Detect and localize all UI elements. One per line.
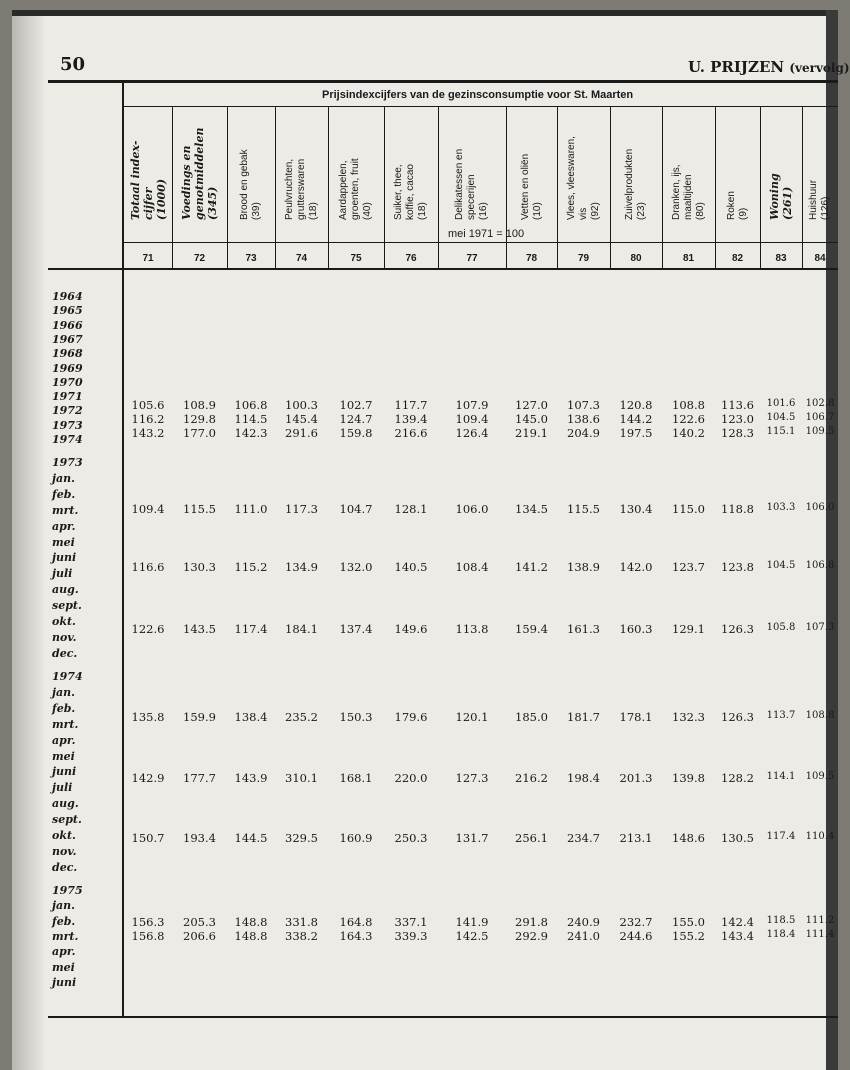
column-header (520, 154, 544, 220)
row-label: feb. (52, 701, 76, 715)
row-label: 1973 (52, 418, 83, 432)
table-cell: 244.6 (619, 929, 653, 943)
column-header-line: groenten, fruit (350, 158, 361, 220)
table-cell: 205.3 (183, 915, 216, 929)
table-cell: 126.4 (455, 426, 489, 440)
table-cell: 115.2 (234, 560, 268, 574)
table-cell: 213.1 (619, 831, 653, 845)
column-header (726, 191, 750, 220)
column-divider (662, 107, 663, 269)
column-header-line: (39) (251, 202, 262, 220)
table-cell: 104.7 (339, 502, 373, 516)
table-cell: 232.7 (619, 915, 653, 929)
table-cell: 104.5 (766, 560, 796, 571)
table-cell: 117.4 (234, 622, 268, 636)
column-divider (506, 107, 507, 269)
table-cell: 132.0 (339, 560, 373, 574)
table-cell: 193.4 (183, 831, 216, 845)
table-cell: 145.4 (285, 412, 318, 426)
table-cell: 106.0 (805, 502, 835, 513)
column-divider (384, 107, 385, 269)
row-label: 1967 (52, 332, 83, 346)
column-header-line: Vlees, vleeswaren, (565, 136, 577, 220)
column-header-line: (1000) (154, 178, 168, 220)
column-header-line: grutterswaren (295, 158, 307, 220)
table-cell: 103.3 (766, 502, 796, 513)
table-cell: 143.5 (183, 622, 216, 636)
table-cell: 107.3 (805, 622, 835, 633)
table-cell: 108.4 (455, 560, 489, 574)
table-cell: 159.4 (515, 622, 548, 636)
row-label: aug. (52, 797, 79, 811)
column-header-line: maaltijden (682, 174, 694, 220)
table-cell: 184.1 (285, 622, 318, 636)
table-cell: 142.5 (455, 929, 489, 943)
column-divider (715, 107, 716, 269)
page-right-edge (826, 10, 838, 1070)
row-label: juli (52, 781, 73, 795)
column-divider (328, 107, 329, 269)
table-cell: 329.5 (285, 831, 318, 845)
column-header-line: (23) (636, 202, 647, 220)
column-header-line: (261) (781, 186, 794, 220)
row-label: aug. (52, 583, 79, 597)
column-number: 76 (405, 253, 417, 264)
table-cell: 150.7 (131, 831, 165, 845)
column-header-line: Voedings en (180, 145, 193, 220)
column-header-line: Zuivelprodukten (624, 148, 635, 220)
table-cell: 234.7 (567, 831, 600, 845)
table-cell: 144.5 (234, 831, 268, 845)
section-title-suffix: (vervolg) (789, 61, 850, 75)
column-header-line: Suiker, thee, (393, 164, 404, 220)
table-cell: 198.4 (567, 771, 600, 785)
table-group-header: Prijsindexcijfers van de gezinsconsumptie voor St. Maarten (322, 89, 634, 101)
table-cell: 250.3 (394, 831, 428, 845)
table-cell: 117.4 (766, 831, 796, 842)
row-label: okt. (52, 829, 76, 842)
column-divider (610, 107, 611, 269)
column-header (129, 141, 168, 220)
column-number: 73 (245, 253, 257, 264)
table-cell: 127.3 (455, 771, 489, 785)
table-cell: 102.8 (805, 398, 835, 409)
column-header-line: (9) (737, 207, 749, 220)
stub-divider (122, 83, 124, 1017)
table-cell: 115.0 (672, 502, 705, 516)
table-cell: 206.6 (183, 929, 216, 943)
table-cell: 139.4 (394, 412, 428, 426)
base-note-rule (124, 242, 838, 243)
table-cell: 131.7 (455, 831, 489, 845)
table-cell: 155.2 (672, 929, 705, 943)
row-label: juni (52, 975, 77, 989)
column-divider (557, 107, 558, 269)
column-header-line: Dranken, ijs, (670, 164, 682, 220)
row-label: 1965 (52, 304, 83, 318)
column-header-line: (40) (362, 202, 373, 220)
table-cell: 120.8 (619, 398, 653, 412)
column-number: 83 (775, 253, 787, 264)
column-header-line: (126) (820, 196, 831, 220)
table-cell: 113.8 (455, 622, 489, 636)
table-cell: 123.0 (721, 412, 754, 426)
table-cell: 122.6 (672, 412, 705, 426)
table-cell: 106.7 (805, 412, 835, 423)
table-cell: 149.6 (394, 622, 428, 636)
row-label: mei (52, 749, 75, 763)
row-label: 1973 (52, 456, 83, 469)
column-header (284, 159, 320, 220)
column-number: 71 (142, 253, 154, 264)
column-header-line: Brood en gebak (239, 149, 250, 220)
table-cell: 126.3 (721, 622, 754, 636)
table-cell: 148.8 (234, 929, 268, 943)
page-top-edge (12, 10, 838, 16)
row-label: mrt. (52, 929, 79, 943)
row-label: 1972 (52, 404, 83, 418)
column-number: 77 (466, 253, 478, 264)
table-cell: 141.9 (455, 915, 489, 929)
column-header-line: (16) (478, 202, 489, 220)
section-title (688, 58, 850, 76)
table-cell: 160.3 (619, 622, 653, 636)
column-divider (760, 107, 761, 269)
table-cell: 197.5 (619, 426, 653, 440)
row-label: 1966 (52, 318, 83, 332)
table-cell: 132.3 (672, 710, 705, 724)
column-header-line: Peulvruchten, (283, 158, 295, 220)
row-label: 1974 (52, 670, 83, 683)
table-cell: 129.1 (672, 622, 705, 636)
column-number-rule (48, 268, 838, 270)
table-cell: 109.4 (131, 502, 165, 516)
row-label: jan. (52, 685, 75, 699)
row-label: apr. (52, 945, 76, 959)
table-cell: 310.1 (285, 771, 318, 785)
row-label: sept. (52, 599, 82, 613)
table-cell: 145.0 (515, 412, 548, 426)
row-label: feb. (52, 914, 76, 928)
row-label: okt. (52, 615, 76, 628)
table-cell: 235.2 (285, 710, 318, 724)
table-cell: 130.4 (619, 502, 653, 516)
row-label: apr. (52, 733, 76, 747)
table-cell: 127.0 (515, 398, 548, 412)
table-cell: 106.8 (234, 398, 268, 412)
column-number: 78 (525, 253, 538, 264)
table-cell: 177.0 (183, 426, 216, 440)
table-cell: 204.9 (567, 426, 600, 440)
row-label: nov. (52, 844, 77, 858)
table-cell: 139.8 (672, 771, 705, 785)
table-cell: 291.6 (285, 426, 318, 440)
column-number: 75 (350, 253, 362, 264)
table-cell: 164.8 (339, 915, 373, 929)
table-cell: 109.5 (805, 771, 835, 782)
table-cell: 111.4 (805, 929, 835, 940)
table-cell: 138.4 (234, 710, 268, 724)
table-cell: 240.9 (567, 915, 600, 929)
table-cell: 168.1 (339, 771, 373, 785)
header-top-rule (48, 80, 838, 83)
row-label: juni (52, 765, 77, 779)
column-number: 82 (731, 253, 744, 264)
column-header-line: Aardappelen, (338, 160, 349, 220)
table-cell: 159.9 (183, 710, 216, 724)
table-cell: 118.5 (766, 915, 796, 926)
table-cell: 241.0 (567, 929, 600, 943)
row-label: 1971 (52, 390, 83, 404)
table-cell: 114.1 (766, 771, 796, 782)
table-cell: 108.8 (805, 710, 835, 721)
column-header-line: Vetten en oliën (519, 153, 531, 220)
table-cell: 164.3 (339, 929, 373, 943)
table-cell: 178.1 (619, 710, 653, 724)
table-cell: 138.6 (567, 412, 600, 426)
column-divider (438, 107, 439, 269)
table-cell: 118.8 (721, 502, 754, 516)
table-cell: 128.1 (394, 502, 428, 516)
column-header (239, 149, 263, 220)
table-cell: 291.8 (515, 915, 548, 929)
column-number: 74 (295, 253, 308, 264)
column-header-line: specerijen (466, 174, 477, 220)
table-cell: 159.8 (339, 426, 373, 440)
row-label: dec. (52, 646, 78, 660)
table-cell: 101.6 (766, 398, 796, 409)
table-cell: 111.2 (805, 915, 835, 926)
table-cell: 201.3 (619, 771, 653, 785)
column-header-line: (80) (694, 202, 706, 220)
table-cell: 161.3 (567, 622, 600, 636)
column-header (671, 164, 707, 220)
column-header-line: (92) (589, 202, 601, 220)
table-cell: 105.8 (766, 622, 796, 633)
table-cell: 337.1 (394, 915, 428, 929)
group-header-rule (124, 106, 838, 107)
row-label: 1974 (52, 433, 83, 446)
row-label: juli (52, 567, 73, 581)
table-cell: 130.3 (183, 560, 216, 574)
table-cell: 148.6 (672, 831, 705, 845)
table-cell: 106.8 (805, 560, 835, 571)
table-cell: 150.3 (339, 710, 373, 724)
table-cell: 115.1 (766, 426, 796, 437)
column-header-line: (18) (417, 202, 428, 220)
row-label: 1970 (52, 375, 83, 389)
table-cell: 129.8 (183, 412, 216, 426)
row-label: dec. (52, 860, 78, 874)
column-number: 81 (682, 253, 695, 264)
row-label: mei (52, 960, 75, 974)
column-divider (802, 107, 803, 269)
column-divider (172, 107, 173, 269)
table-cell: 122.6 (131, 622, 165, 636)
row-label: 1975 (52, 884, 83, 897)
table-cell: 143.4 (721, 929, 754, 943)
column-number: 80 (630, 253, 642, 264)
column-header-line: genotmiddelen (193, 127, 206, 220)
table-bottom-rule (48, 1016, 838, 1018)
row-label: juni (52, 551, 77, 565)
column-header (808, 180, 832, 220)
table-cell: 140.2 (672, 426, 705, 440)
table-cell: 134.9 (285, 560, 318, 574)
table-cell: 118.4 (766, 929, 796, 940)
column-header (393, 164, 429, 220)
table-cell: 143.9 (234, 771, 268, 785)
table-cell: 124.7 (339, 412, 373, 426)
row-label: jan. (52, 899, 75, 913)
table-cell: 160.9 (339, 831, 373, 845)
column-header-line: (10) (531, 202, 543, 220)
column-header (624, 149, 648, 220)
row-label: 1969 (52, 361, 83, 375)
table-cell: 107.3 (567, 398, 600, 412)
table-cell: 114.5 (234, 412, 268, 426)
table-cell: 123.8 (721, 560, 754, 574)
table-cell: 138.9 (567, 560, 600, 574)
table-cell: 108.9 (183, 398, 216, 412)
row-label: apr. (52, 519, 76, 533)
table-cell: 331.8 (285, 915, 318, 929)
table-cell: 137.4 (339, 622, 373, 636)
table-cell: 115.5 (183, 502, 216, 516)
table-cell: 111.0 (234, 502, 268, 516)
table-cell: 105.6 (131, 398, 165, 412)
table-cell: 109.5 (805, 426, 835, 437)
table-cell: 338.2 (285, 929, 318, 943)
table-cell: 179.6 (394, 710, 428, 724)
table-cell: 143.2 (131, 426, 165, 440)
table-cell: 156.8 (131, 929, 165, 943)
section-title-text: U. PRIJZEN (688, 58, 785, 76)
table-cell: 126.3 (721, 710, 754, 724)
column-header-line: (18) (307, 202, 319, 220)
table-cell: 220.0 (394, 771, 428, 785)
table-cell: 292.9 (515, 929, 548, 943)
row-label: 1968 (52, 347, 83, 361)
table-cell: 115.5 (567, 502, 600, 516)
table-cell: 219.1 (515, 426, 548, 440)
table-cell: 117.7 (394, 398, 428, 412)
index-base-note: mei 1971 = 100 (448, 228, 525, 240)
table-cell: 148.8 (234, 915, 268, 929)
table-cell: 256.1 (515, 831, 548, 845)
table-cell: 142.3 (234, 426, 268, 440)
table-cell: 339.3 (394, 929, 428, 943)
column-divider (227, 107, 228, 269)
table-cell: 135.8 (131, 710, 165, 724)
column-header-line: Woning (768, 173, 781, 220)
table-cell: 116.2 (131, 412, 165, 426)
table-cell: 102.7 (339, 398, 373, 412)
column-header-line: Huishuur (808, 179, 819, 220)
table-cell: 128.2 (721, 771, 754, 785)
document-page (12, 10, 850, 1070)
table-cell: 216.6 (394, 426, 428, 440)
column-number: 79 (577, 253, 590, 264)
table-cell: 123.7 (672, 560, 705, 574)
column-header (566, 136, 602, 220)
table-cell: 117.3 (285, 502, 318, 516)
column-header-line: Totaal index- (128, 140, 142, 220)
column-header-line: Delikatessen en (454, 148, 465, 220)
column-number: 84 (814, 253, 826, 264)
page-gutter-shadow (12, 10, 46, 1070)
table-cell: 216.2 (515, 771, 548, 785)
table-cell: 142.9 (131, 771, 165, 785)
column-header (454, 149, 490, 220)
table-cell: 130.5 (721, 831, 754, 845)
column-number: 72 (193, 253, 206, 264)
table-cell: 100.3 (285, 398, 318, 412)
column-header-line: koffie, cacao (405, 164, 416, 220)
table-cell: 134.5 (515, 502, 548, 516)
row-label: nov. (52, 630, 77, 644)
table-cell: 181.7 (567, 710, 600, 724)
row-label: mrt. (52, 717, 79, 731)
table-cell: 108.8 (672, 398, 705, 412)
table-cell: 116.6 (131, 560, 165, 574)
table-cell: 107.9 (455, 398, 489, 412)
row-label: feb. (52, 487, 76, 501)
row-label: 1964 (52, 290, 83, 303)
table-cell: 128.3 (721, 426, 754, 440)
column-divider (275, 107, 276, 269)
table-cell: 177.7 (183, 771, 216, 785)
page-number: 50 (60, 54, 86, 75)
table-cell: 113.7 (766, 710, 796, 721)
table-cell: 140.5 (394, 560, 428, 574)
table-cell: 110.4 (805, 831, 835, 842)
table-cell: 155.0 (672, 915, 705, 929)
column-header (338, 158, 374, 220)
table-cell: 120.1 (455, 710, 489, 724)
row-label: jan. (52, 471, 75, 485)
table-cell: 156.3 (131, 915, 165, 929)
table-cell: 141.2 (515, 560, 548, 574)
row-label: mrt. (52, 503, 79, 517)
column-header-line: (345) (206, 186, 219, 220)
column-header-line: vis (577, 207, 589, 220)
column-header-line: Roken (725, 191, 737, 220)
table-cell: 113.6 (721, 398, 754, 412)
row-label: sept. (52, 813, 82, 827)
table-cell: 144.2 (619, 412, 653, 426)
table-cell: 185.0 (515, 710, 548, 724)
table-cell: 142.0 (619, 560, 653, 574)
table-cell: 109.4 (455, 412, 489, 426)
column-header (180, 128, 219, 220)
column-header (768, 173, 794, 220)
table-cell: 142.4 (721, 915, 754, 929)
table-cell: 104.5 (766, 412, 796, 423)
row-label: mei (52, 535, 75, 549)
column-header-line: cijfer (141, 187, 155, 220)
table-cell: 106.0 (455, 502, 489, 516)
